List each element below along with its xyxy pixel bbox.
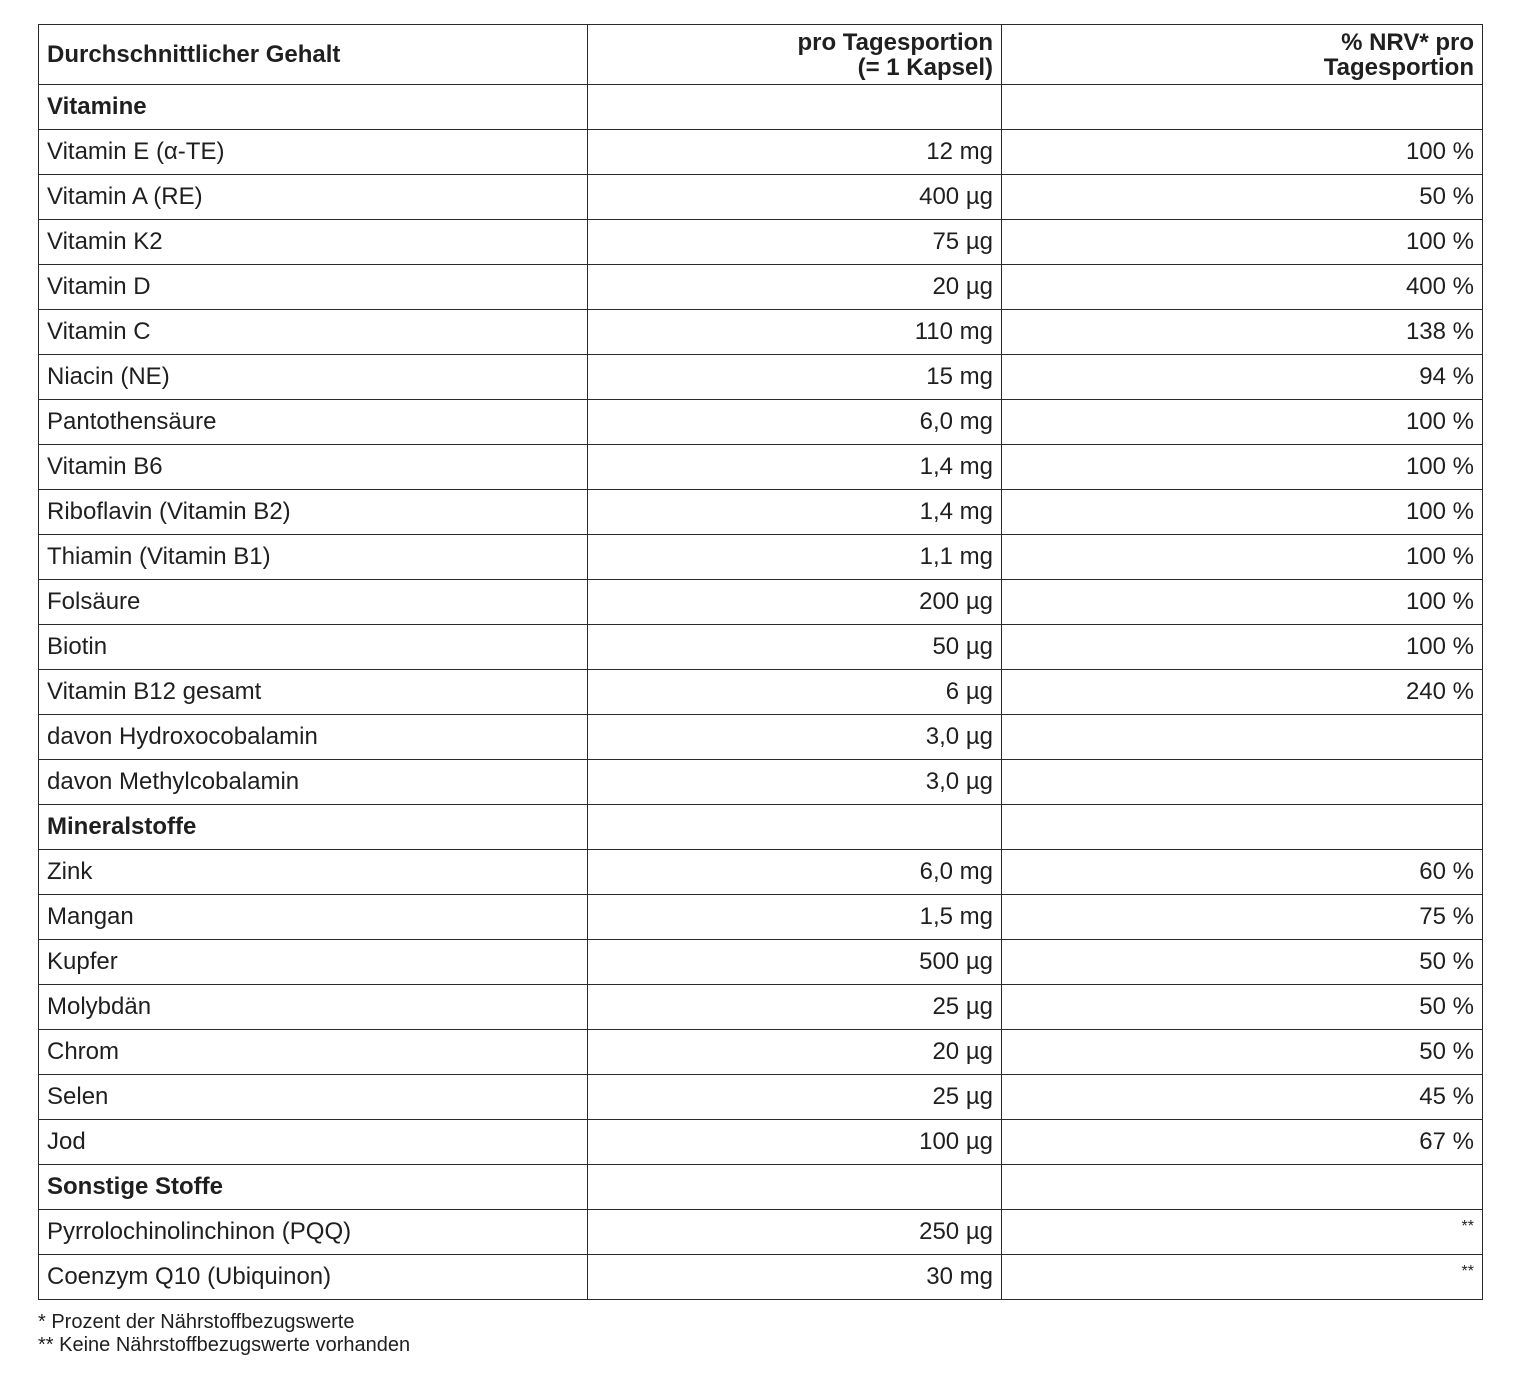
table-row [39,625,1483,670]
table-row [39,715,1483,760]
nutrient-amount: 75 µg [588,220,1002,265]
section-title: Vitamine [39,85,588,130]
nutrient-amount: 250 µg [588,1210,1002,1255]
nutrient-amount: 30 mg [588,1255,1002,1300]
table-row [39,1075,1483,1120]
footnotes [38,1311,410,1357]
nutrient-nrv: 50 % [1002,985,1483,1030]
nutrient-name: Molybdän [39,985,588,1030]
nutrient-nrv: 100 % [1002,220,1483,265]
nutrient-nrv: 100 % [1002,580,1483,625]
nutrient-nrv: 60 % [1002,850,1483,895]
nutrient-name: Selen [39,1075,588,1120]
header-nrv-column [1002,25,1483,85]
nutrient-amount: 50 µg [588,625,1002,670]
table-row [39,130,1483,175]
header-nrv-line2: Tagesportion [1323,54,1474,81]
table-row [39,1030,1483,1075]
nutrient-name: Vitamin C [39,310,588,355]
nutrient-amount: 100 µg [588,1120,1002,1165]
nutrient-amount: 110 mg [588,310,1002,355]
header-name-column [39,25,588,85]
nutrient-nrv: ** [1002,1255,1483,1300]
nutrient-name: Folsäure [39,580,588,625]
nutrient-nrv: 45 % [1002,1075,1483,1120]
nutrient-amount [588,85,1002,130]
footnote-nrv: * Prozent der Nährstoffbezugswerte [38,1311,355,1333]
nutrition-table [38,24,1483,1300]
table-body [39,85,1483,1300]
nutrient-nrv [1002,1165,1483,1210]
nutrient-nrv: 100 % [1002,625,1483,670]
nutrient-amount: 25 µg [588,985,1002,1030]
nutrient-name: Vitamin E (α-TE) [39,130,588,175]
table-row [39,940,1483,985]
nutrient-amount: 6,0 mg [588,850,1002,895]
nutrient-nrv: 100 % [1002,130,1483,175]
table-row [39,1255,1483,1300]
table-row [39,895,1483,940]
table-row [39,985,1483,1030]
header-nrv-line1: % NRV* pro [1341,29,1474,56]
nutrient-nrv: ** [1002,1210,1483,1255]
nutrient-nrv: 50 % [1002,175,1483,220]
table-row [39,400,1483,445]
nutrient-amount: 3,0 µg [588,760,1002,805]
nutrient-name: Jod [39,1120,588,1165]
nutrient-name: Chrom [39,1030,588,1075]
nutrient-nrv: 67 % [1002,1120,1483,1165]
nutrient-nrv: 50 % [1002,940,1483,985]
nutrient-amount: 20 µg [588,265,1002,310]
section-row [39,805,1483,850]
section-title: Sonstige Stoffe [39,1165,588,1210]
table-row [39,580,1483,625]
nutrient-amount: 6,0 mg [588,400,1002,445]
nutrient-name: Mangan [39,895,588,940]
nutrient-amount: 400 µg [588,175,1002,220]
table-row [39,220,1483,265]
nutrient-name: davon Hydroxocobalamin [39,715,588,760]
nutrient-nrv: 100 % [1002,535,1483,580]
nutrient-name: Niacin (NE) [39,355,588,400]
table-row [39,1120,1483,1165]
nutrient-amount [588,805,1002,850]
nutrient-name: Vitamin D [39,265,588,310]
header-amount-column [588,25,1002,85]
header-amount-line2: (= 1 Kapsel) [857,54,993,81]
nutrient-nrv: 400 % [1002,265,1483,310]
table-row [39,490,1483,535]
nutrient-name: Vitamin B12 gesamt [39,670,588,715]
nutrient-nrv [1002,805,1483,850]
nutrient-amount: 500 µg [588,940,1002,985]
table-row [39,1210,1483,1255]
nutrient-nrv [1002,85,1483,130]
table-row [39,850,1483,895]
nutrient-name: Pyrrolochinolinchinon (PQQ) [39,1210,588,1255]
table-row [39,760,1483,805]
nutrient-name: Coenzym Q10 (Ubiquinon) [39,1255,588,1300]
section-row [39,1165,1483,1210]
nutrient-name: Vitamin B6 [39,445,588,490]
nutrient-amount: 15 mg [588,355,1002,400]
table-row [39,535,1483,580]
footnote-no-reference: ** Keine Nährstoffbezugswerte vorhanden [38,1334,411,1356]
table-row [39,670,1483,715]
nutrient-amount: 1,4 mg [588,490,1002,535]
nutrient-name: Pantothensäure [39,400,588,445]
nutrient-amount: 3,0 µg [588,715,1002,760]
nutrient-nrv: 94 % [1002,355,1483,400]
nutrient-amount: 12 mg [588,130,1002,175]
nutrient-amount: 6 µg [588,670,1002,715]
nutrient-nrv [1002,760,1483,805]
nutrient-amount: 1,5 mg [588,895,1002,940]
nutrient-name: davon Methylcobalamin [39,760,588,805]
nutrient-nrv: 100 % [1002,490,1483,535]
table-header [39,25,1483,85]
header-name-label: Durchschnittlicher Gehalt [47,41,341,68]
nutrient-nrv: 240 % [1002,670,1483,715]
table-row [39,265,1483,310]
nutrient-amount: 25 µg [588,1075,1002,1120]
nutrient-nrv: 75 % [1002,895,1483,940]
table-row [39,355,1483,400]
nutrient-name: Vitamin A (RE) [39,175,588,220]
nutrient-amount: 1,1 mg [588,535,1002,580]
nutrient-nrv: 50 % [1002,1030,1483,1075]
section-title: Mineralstoffe [39,805,588,850]
nutrient-nrv [1002,715,1483,760]
nutrient-name: Biotin [39,625,588,670]
nutrient-name: Vitamin K2 [39,220,588,265]
nutrient-name: Riboflavin (Vitamin B2) [39,490,588,535]
section-row [39,85,1483,130]
header-amount-line1: pro Tagesportion [797,29,993,56]
nutrient-amount: 20 µg [588,1030,1002,1075]
nutrient-name: Zink [39,850,588,895]
table-row [39,310,1483,355]
nutrient-name: Thiamin (Vitamin B1) [39,535,588,580]
nutrient-nrv: 100 % [1002,445,1483,490]
nutrient-amount: 200 µg [588,580,1002,625]
table-row [39,175,1483,220]
nutrient-amount [588,1165,1002,1210]
nutrient-nrv: 100 % [1002,400,1483,445]
nutrient-name: Kupfer [39,940,588,985]
table-row [39,445,1483,490]
nutrient-nrv: 138 % [1002,310,1483,355]
nutrient-amount: 1,4 mg [588,445,1002,490]
header-row [39,25,1483,85]
